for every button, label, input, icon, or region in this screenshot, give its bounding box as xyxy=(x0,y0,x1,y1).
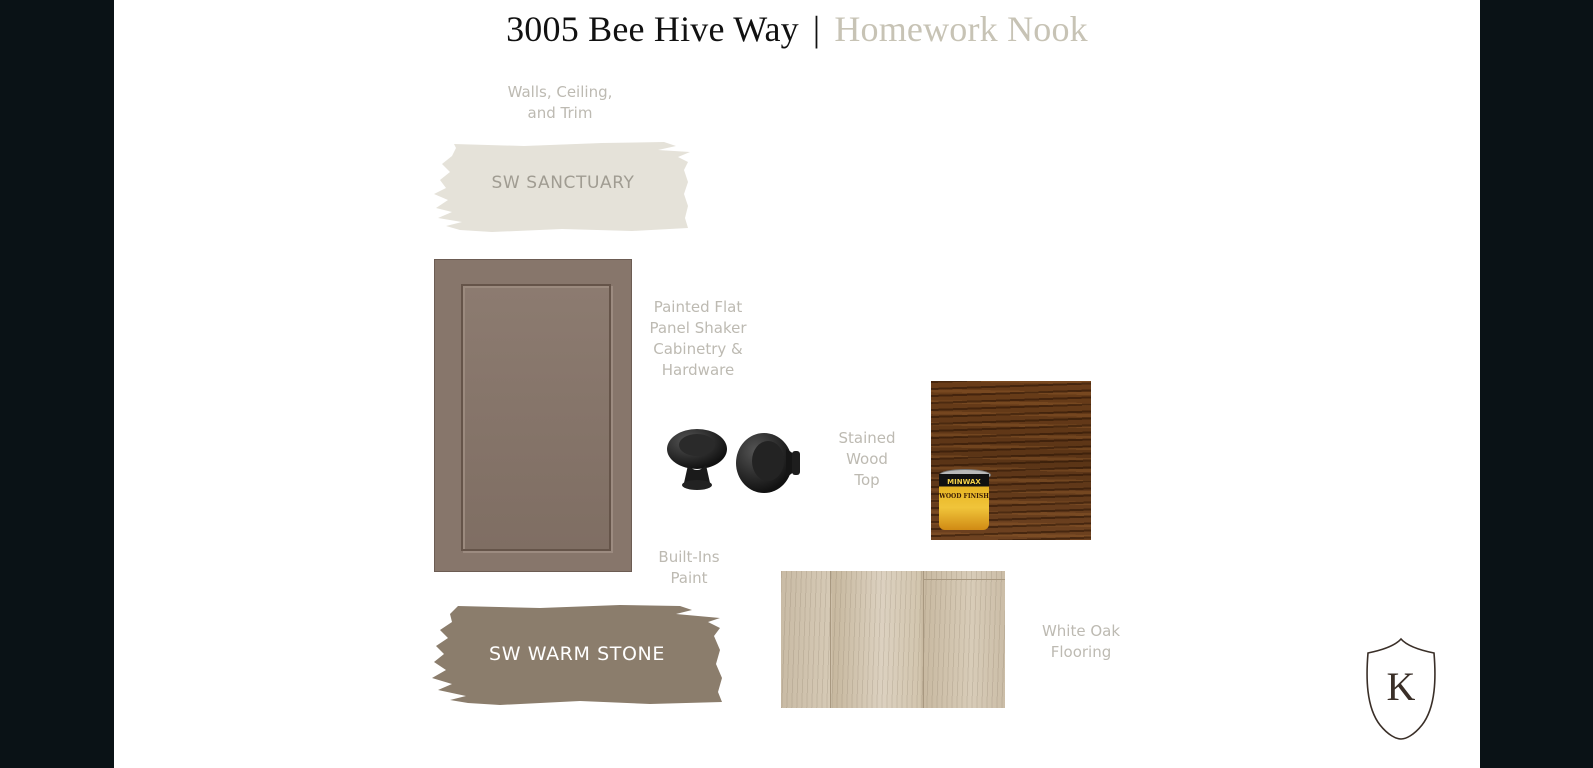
knob-icon xyxy=(664,425,814,500)
cabinetry-label-line-4: Hardware xyxy=(661,361,735,379)
warm-stone-swatch-name: SW WARM STONE xyxy=(489,643,665,665)
stained-wood-label xyxy=(822,428,912,491)
builtins-label-line-1: Built-Ins xyxy=(658,548,720,566)
stained-wood-sample xyxy=(931,381,1091,540)
floor-board-seam xyxy=(923,571,924,708)
stained-label-line-2: Wood xyxy=(846,450,888,468)
cabinet-door-panel xyxy=(461,284,611,551)
stain-can-brand: MINWAX xyxy=(947,478,981,486)
property-address: 3005 Bee Hive Way xyxy=(506,9,799,49)
walls-label-line-2: and Trim xyxy=(527,104,593,122)
cabinetry-label-line-2: Panel Shaker xyxy=(649,319,747,337)
cabinetry-label-line-1: Painted Flat xyxy=(653,298,743,316)
title-separator: | xyxy=(812,9,821,49)
floor-board-seam xyxy=(830,571,831,708)
builtins-label xyxy=(639,547,739,589)
sanctuary-paint-swatch xyxy=(432,140,694,234)
floor-board-seam xyxy=(923,579,1005,580)
white-oak-flooring-sample xyxy=(781,571,1005,708)
cabinet-door-sample xyxy=(434,259,632,572)
builtins-label-line-2: Paint xyxy=(670,569,708,587)
warm-stone-paint-swatch xyxy=(430,604,724,706)
sanctuary-swatch-name: SW SANCTUARY xyxy=(491,173,635,193)
flooring-label-line-1: White Oak xyxy=(1041,622,1121,640)
flooring-label-line-2: Flooring xyxy=(1050,643,1112,661)
stained-label-line-3: Top xyxy=(854,471,880,489)
mood-board-slide xyxy=(114,0,1480,768)
stain-can-product: WOOD FINISH xyxy=(939,493,989,500)
stain-can-icon xyxy=(939,469,989,533)
room-name: Homework Nook xyxy=(834,9,1088,49)
walls-label xyxy=(470,82,650,124)
stained-label-line-1: Stained xyxy=(838,429,896,447)
brand-logo xyxy=(1364,637,1438,741)
cabinetry-label xyxy=(630,297,766,381)
walls-label-line-1: Walls, Ceiling, xyxy=(507,83,613,101)
logo-letter: K xyxy=(1386,664,1416,709)
flooring-label xyxy=(1026,621,1136,663)
page-title xyxy=(114,8,1480,50)
cabinet-knobs-image xyxy=(664,425,814,500)
cabinetry-label-line-3: Cabinetry & xyxy=(653,340,743,358)
